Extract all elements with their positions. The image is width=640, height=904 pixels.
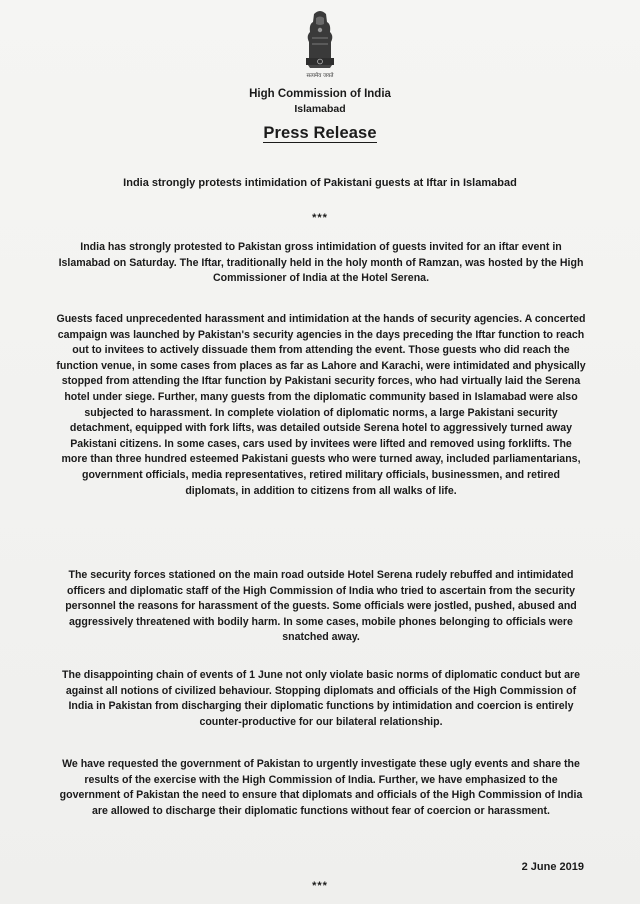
org-name: High Commission of India [249, 88, 391, 100]
paragraph-5: We have requested the government of Pakistan to urgently investigate these ugly events and share the results of the exercise with the High Commission of India. Further, we have emphasized to the government of Pakistan the need to ensure that diplomats and officials of the High Commission of India are allowed to discharge their diplomatic functions without fear of coercion or harassment. [59, 758, 583, 817]
paragraph-4: The disappointing chain of events of 1 June not only violate basic norms of diplomatic conduct but are against all notions of civilized behaviour. Stopping diplomats and officials of the High Commission of India in Pakistan from discharging their diplomatic functions by intimidation and coercion is entirely counter-productive for our bilateral relationship. [62, 669, 580, 728]
separator-bottom: *** [312, 880, 328, 892]
page-title-text: Press Release [263, 124, 377, 142]
release-date: 2 June 2019 [521, 861, 584, 873]
emblem-motto: सत्यमेव जयते [306, 73, 334, 79]
separator-top: *** [312, 212, 328, 224]
national-emblem-icon [300, 8, 340, 84]
headline: India strongly protests intimidation of Pakistani guests at Iftar in Islamabad [123, 177, 517, 189]
page-title [0, 124, 640, 143]
paragraph-2: Guests faced unprecedented harassment and intimidation at the hands of security agencies. A concerted campaign was launched by Pakistan's security agencies in the days preceding the Iftar function to reach out to invitees to actively dissuade them from attending the event. Those guests who did reach the function venue, in some cases from places as far as Lahore and Karachi, were intimidated and physically stopped from attending the Iftar function by Pakistani security forces, who had virtually laid the Serena hotel under siege. Further, many guests from the diplomatic community based in Islamabad were also subjected to harassment. In complete violation of diplomatic norms, a large Pakistani security detachment, equipped with fork lifts, was detailed outside Serena hotel to aggressively turned away Pakistani citizens. In some cases, cars used by invitees were lifted and removed using forklifts. The more than three hundred esteemed Pakistani guests who were turned away, included parliamentarians, government officials, media representatives, retired military officials, businessmen, and retired diplomats, in addition to citizens from all walks of life. [56, 313, 586, 497]
org-city: Islamabad [294, 103, 346, 115]
paragraph-1: India has strongly protested to Pakistan gross intimidation of guests invited for an iftar event in Islamabad on Saturday. The Iftar, traditionally held in the holy month of Ramzan, was hosted by the High Commissioner of India at the Hotel Serena. [58, 241, 584, 285]
paragraph-3: The security forces stationed on the main road outside Hotel Serena rudely rebuffed and intimidated officers and diplomatic staff of the High Commission of India who tried to ascertain from the security personnel the reasons for harassment of the guests. Some officials were jostled, pushed, abused and aggressively threatened with bodily harm. In some cases, mobile phones belonging to officials were snatched away. [65, 569, 577, 644]
